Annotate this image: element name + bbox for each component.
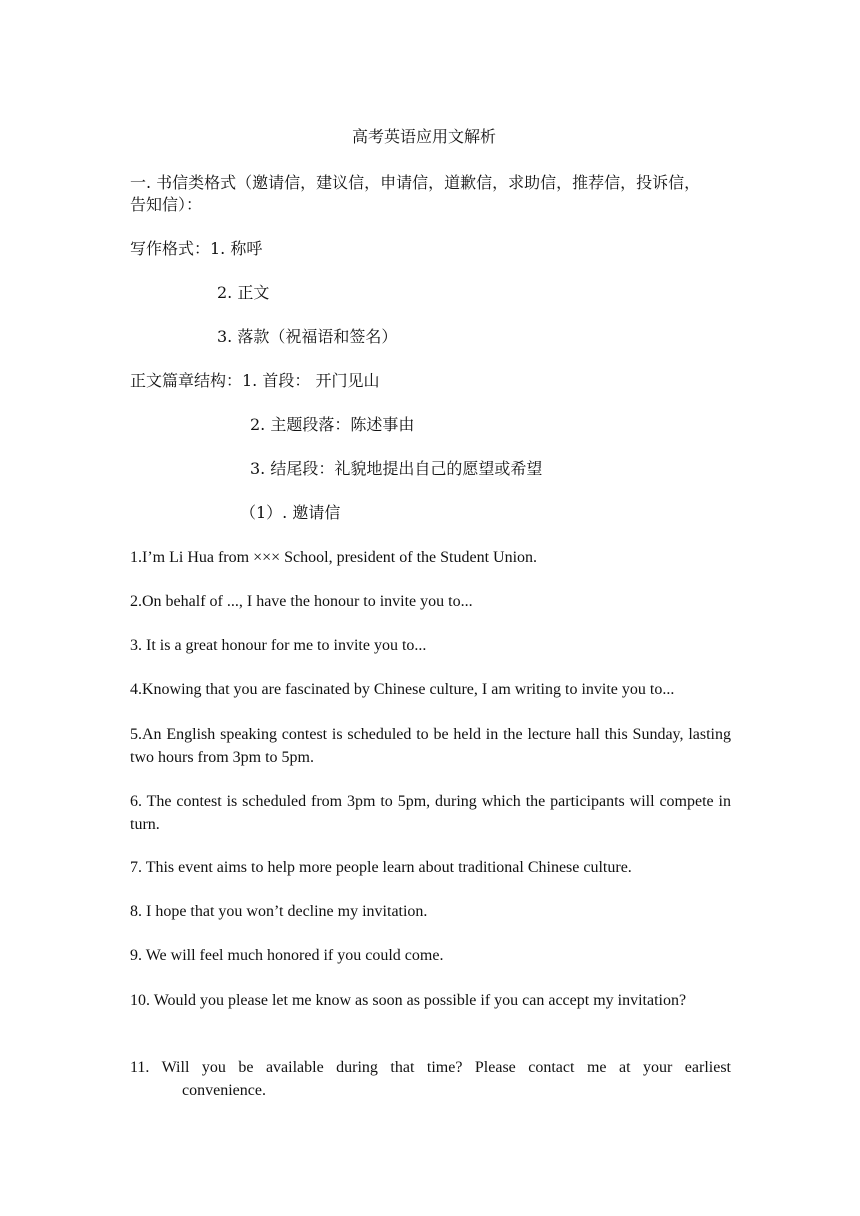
sentence-11 [130, 1056, 731, 1102]
format-item-closing: 3. 落款（祝福语和签名） [217, 327, 398, 346]
sentence-9: 9. We will feel much honored if you could come. [130, 947, 444, 964]
sentence-3: 3. It is a great honour for me to invite you to... [130, 637, 427, 654]
sentence-4: 4.Knowing that you are fascinated by Chinese culture, I am writing to invite you to... [130, 681, 675, 698]
structure-label: 正文篇章结构：1. 首段： 开门见山 [130, 371, 380, 390]
sentence-2: 2.On behalf of ..., I have the honour to invite you to... [130, 593, 473, 610]
sentence-6: 6. The contest is scheduled from 3pm to 5pm, during which the participants will compete in turn. [130, 793, 731, 833]
format-item-body: 2. 正文 [217, 283, 270, 302]
format-label: 写作格式：1. 称呼 [130, 239, 263, 258]
sentence-10: 10. Would you please let me know as soon as possible if you can accept my invitation? [130, 992, 687, 1009]
sentence-11-line-2: convenience. [182, 1082, 266, 1099]
document-title: 高考英语应用文解析 [352, 127, 497, 146]
sentence-8: 8. I hope that you won’t decline my invitation. [130, 903, 428, 920]
section-heading-continued: 告知信）： [130, 195, 203, 214]
subsection-heading-invitation: （1）. 邀请信 [240, 503, 341, 522]
sentence-5: 5.An English speaking contest is scheduled to be held in the lecture hall this Sunday, lasting two hours from 3pm to 5pm. [130, 726, 731, 766]
structure-item-ending: 3. 结尾段：礼貌地提出自己的愿望或希望 [250, 459, 543, 478]
sentence-7: 7. This event aims to help more people learn about traditional Chinese culture. [130, 859, 632, 876]
structure-item-main: 2. 主题段落：陈述事由 [250, 415, 415, 434]
section-heading: 一. 书信类格式（邀请信，建议信，申请信，道歉信，求助信，推荐信，投诉信， [130, 173, 701, 192]
sentence-11-line-1: 11. Will you be available during that time? Please contact me at your earliest [130, 1059, 731, 1076]
sentence-1: 1.I’m Li Hua from ××× School, president of the Student Union. [130, 549, 538, 566]
